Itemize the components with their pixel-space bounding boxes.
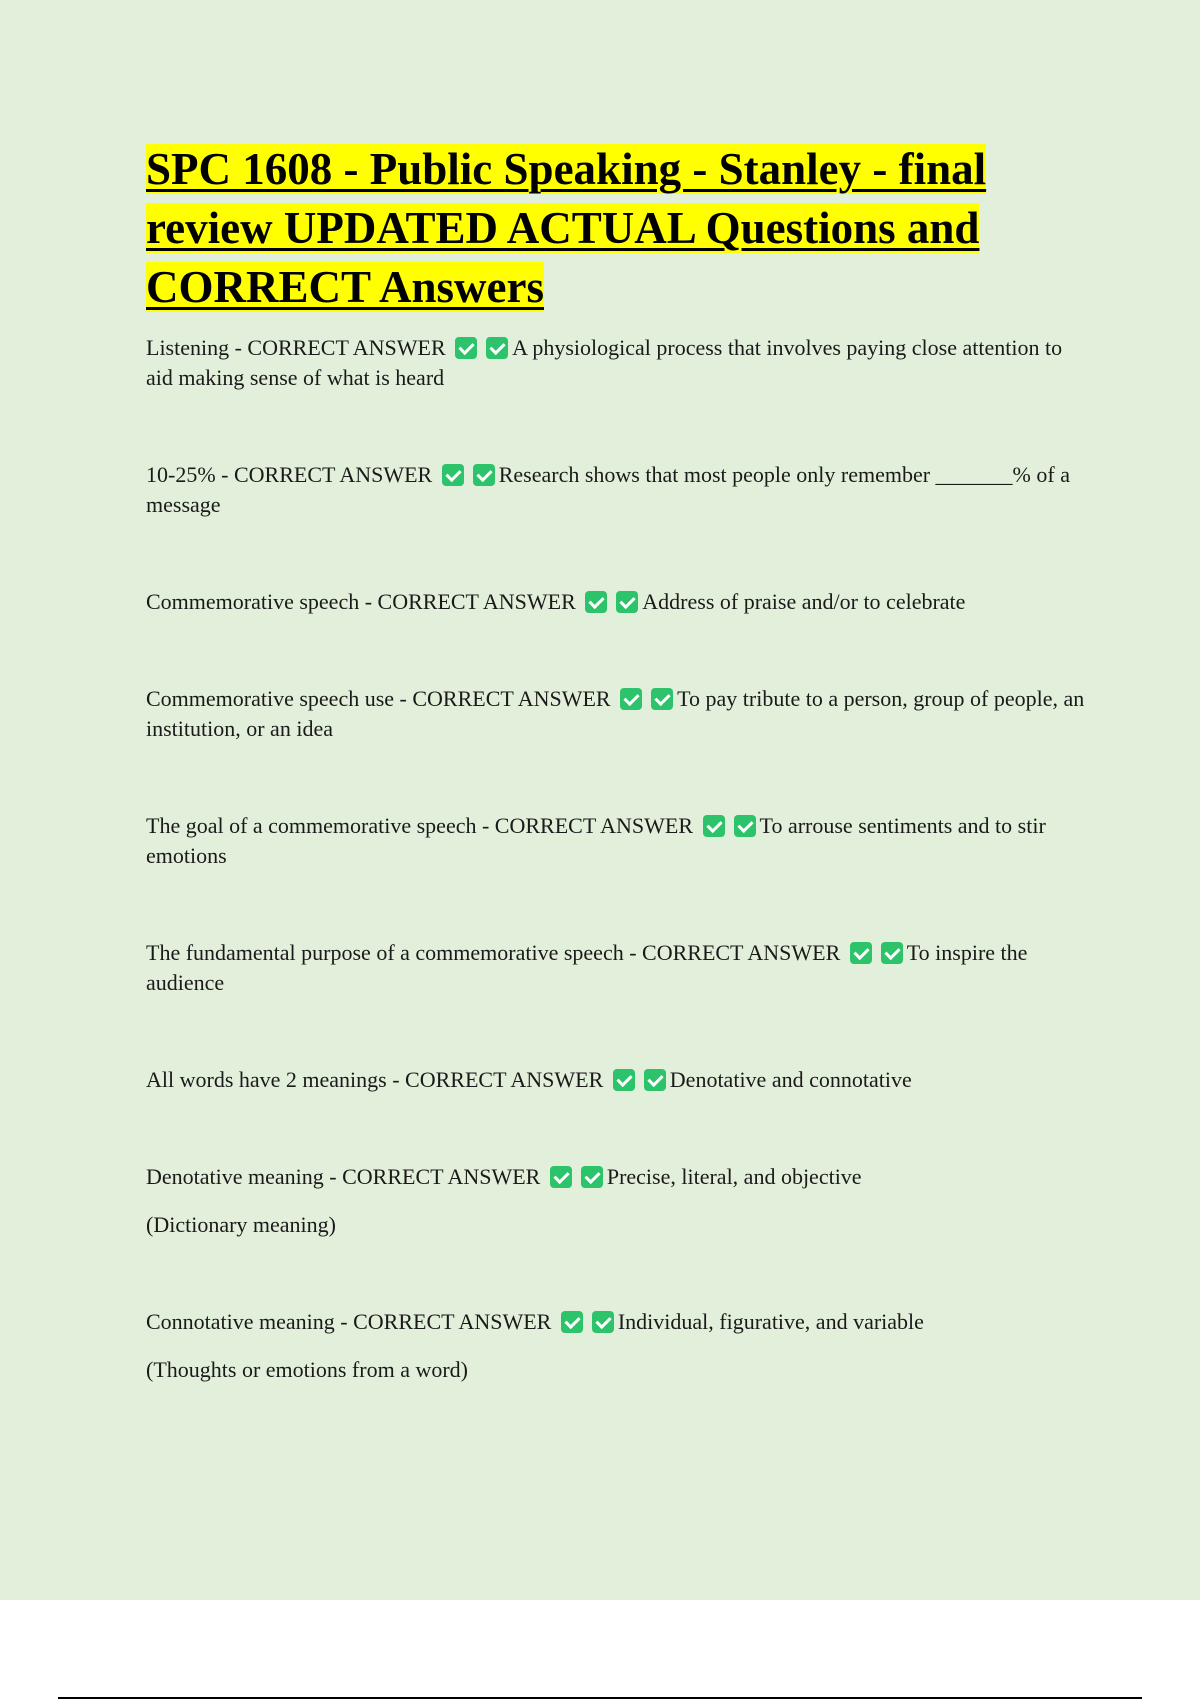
green-checkmark-icon xyxy=(613,1069,635,1091)
qa-answer: Address of praise and/or to celebrate xyxy=(642,589,966,614)
green-checkmark-icon xyxy=(644,1069,666,1091)
qa-term: The fundamental purpose of a commemorative speech - CORRECT ANSWER xyxy=(146,940,841,965)
qa-answer: Denotative and connotative xyxy=(669,1067,912,1092)
qa-note: (Thoughts or emotions from a word) xyxy=(146,1357,468,1382)
qa-answer: To inspire the audience xyxy=(146,940,1028,995)
qa-term: All words have 2 meanings - CORRECT ANSWER xyxy=(146,1067,604,1092)
green-checkmark-icon xyxy=(442,464,464,486)
qa-item xyxy=(146,1307,1086,1385)
qa-list xyxy=(146,333,1086,1385)
qa-answer: Individual, figurative, and variable xyxy=(617,1309,924,1334)
qa-term: Listening - CORRECT ANSWER xyxy=(146,335,446,360)
document-content xyxy=(146,140,1086,1452)
qa-item xyxy=(146,460,1086,520)
green-checkmark-icon xyxy=(581,1166,603,1188)
green-checkmark-icon xyxy=(585,591,607,613)
qa-item xyxy=(146,684,1086,744)
qa-term: Commemorative speech use - CORRECT ANSWER xyxy=(146,686,611,711)
qa-term: The goal of a commemorative speech - CORRECT ANSWER xyxy=(146,813,694,838)
green-checkmark-icon xyxy=(473,464,495,486)
qa-answer: To arrouse sentiments and to stir emotions xyxy=(146,813,1046,868)
green-checkmark-icon xyxy=(881,942,903,964)
footer-divider xyxy=(58,1697,1142,1699)
green-checkmark-icon xyxy=(651,688,673,710)
qa-answer: A physiological process that involves paying close attention to aid making sense of what is heard xyxy=(146,335,1063,390)
document-title xyxy=(146,140,1086,317)
green-checkmark-icon xyxy=(550,1166,572,1188)
green-checkmark-icon xyxy=(486,337,508,359)
green-checkmark-icon xyxy=(616,591,638,613)
qa-answer: To pay tribute to a person, group of people, an institution, or an idea xyxy=(146,686,1085,741)
qa-item xyxy=(146,587,1086,617)
green-checkmark-icon xyxy=(592,1311,614,1333)
qa-term: Denotative meaning - CORRECT ANSWER xyxy=(146,1164,541,1189)
qa-answer: Precise, literal, and objective xyxy=(606,1164,862,1189)
qa-note: (Dictionary meaning) xyxy=(146,1212,336,1237)
green-checkmark-icon xyxy=(734,815,756,837)
green-checkmark-icon xyxy=(703,815,725,837)
green-checkmark-icon xyxy=(850,942,872,964)
qa-item xyxy=(146,333,1086,393)
qa-answer: Research shows that most people only remember _______% of a message xyxy=(146,462,1070,517)
green-checkmark-icon xyxy=(561,1311,583,1333)
qa-term: Commemorative speech - CORRECT ANSWER xyxy=(146,589,576,614)
qa-item xyxy=(146,1065,1086,1095)
qa-item xyxy=(146,811,1086,871)
green-checkmark-icon xyxy=(620,688,642,710)
green-checkmark-icon xyxy=(455,337,477,359)
qa-term: Connotative meaning - CORRECT ANSWER xyxy=(146,1309,552,1334)
document-title-text: SPC 1608 - Public Speaking - Stanley - final review UPDATED ACTUAL Questions and CORRECT Answers xyxy=(146,144,987,312)
qa-item xyxy=(146,1162,1086,1240)
qa-item xyxy=(146,938,1086,998)
qa-term: 10-25% - CORRECT ANSWER xyxy=(146,462,433,487)
